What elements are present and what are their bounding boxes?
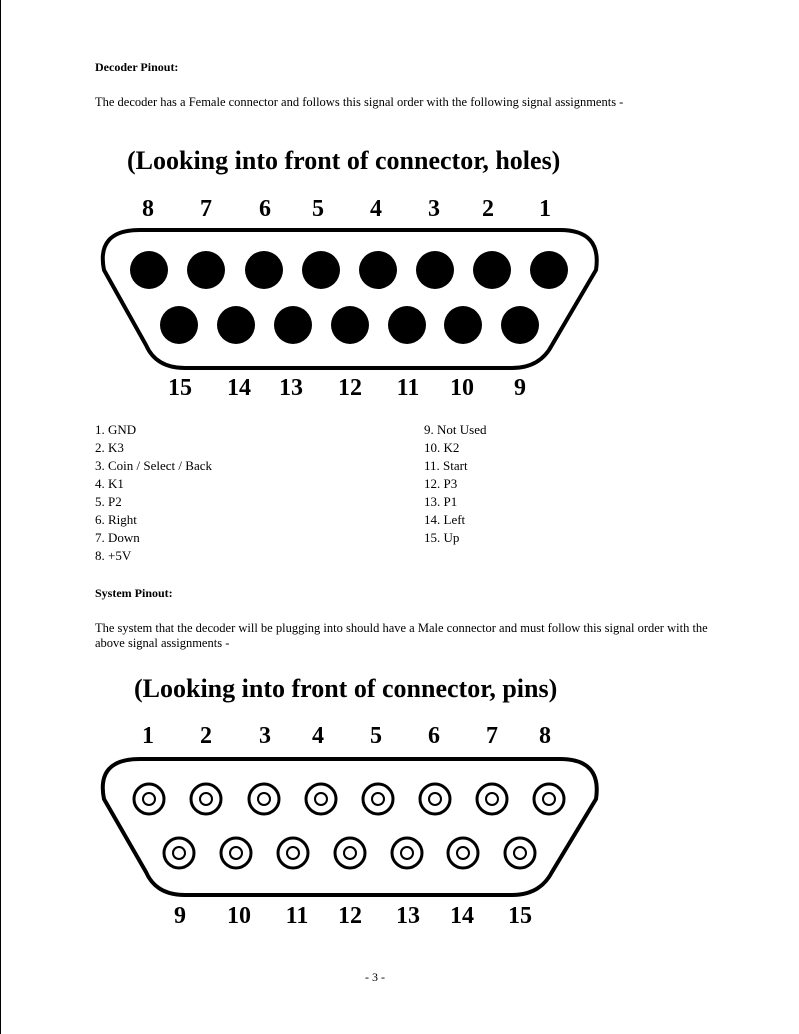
signal-item: 8. +5V: [95, 548, 132, 563]
decoder-pin-label: 5: [312, 196, 324, 222]
system-pin: [477, 784, 507, 814]
system-pin: [335, 838, 365, 868]
decoder-pin-label: 9: [514, 375, 526, 401]
system-pin: [448, 838, 478, 868]
signal-item: 5. P2: [95, 494, 122, 509]
system-heading: System Pinout:: [95, 586, 173, 600]
system-pin-label: 7: [486, 723, 498, 749]
system-pin: [306, 784, 336, 814]
decoder-pin-label: 14: [227, 375, 251, 401]
signal-item: 3. Coin / Select / Back: [95, 458, 212, 473]
system-pin-label: 9: [174, 903, 186, 929]
decoder-pin-label: 2: [482, 196, 494, 222]
system-pin-label: 3: [259, 723, 271, 749]
decoder-pin-label: 13: [279, 375, 303, 401]
decoder-pin-label: 6: [259, 196, 271, 222]
system-pin: [505, 838, 535, 868]
signal-item: 1. GND: [95, 422, 137, 437]
system-pin-label: 11: [285, 903, 309, 929]
decoder-pin-label: 8: [142, 196, 154, 222]
system-pin-label: 1: [142, 723, 154, 749]
system-pin-label: 5: [370, 723, 382, 749]
signal-item: 11. Start: [424, 458, 468, 473]
system-pin: [164, 838, 194, 868]
system-pin: [420, 784, 450, 814]
signal-item: 9. Not Used: [424, 422, 487, 437]
signal-item: 6. Right: [95, 512, 137, 527]
system-description: The system that the decoder will be plugging into should have a Male connector and must follow this signal order with the above signal assignments -: [95, 621, 708, 650]
system-pin-label: 15: [508, 903, 532, 929]
signal-item: 15. Up: [424, 530, 460, 545]
system-pin-label: 6: [428, 723, 440, 749]
signal-item: 14. Left: [424, 512, 466, 527]
signal-item: 10. K2: [424, 440, 460, 455]
decoder-caption: (Looking into front of connector, holes): [127, 146, 561, 175]
system-caption: (Looking into front of connector, pins): [134, 674, 558, 703]
system-pin: [363, 784, 393, 814]
signal-item: 13. P1: [424, 494, 458, 509]
decoder-heading: Decoder Pinout:: [95, 60, 179, 74]
decoder-pin-label: 7: [200, 196, 212, 222]
system-pin: [191, 784, 221, 814]
system-pin-label: 14: [450, 903, 474, 929]
system-pin-label: 13: [396, 903, 420, 929]
system-pin: [221, 838, 251, 868]
system-pin: [278, 838, 308, 868]
system-pin-label: 2: [200, 723, 212, 749]
system-pin: [249, 784, 279, 814]
decoder-pin-label: 11: [396, 375, 420, 401]
decoder-pin-label: 4: [370, 196, 382, 222]
signal-item: 2. K3: [95, 440, 124, 455]
system-pin: [392, 838, 422, 868]
signal-item: 12. P3: [424, 476, 458, 491]
decoder-pin-label: 1: [539, 196, 551, 222]
signal-item: 4. K1: [95, 476, 124, 491]
system-pin-label: 10: [227, 903, 251, 929]
system-connector-shell: [103, 759, 597, 895]
decoder-pin-label: 10: [450, 375, 474, 401]
signal-item: 7. Down: [95, 530, 140, 545]
system-pin-label: 8: [539, 723, 551, 749]
system-pin-label: 4: [312, 723, 324, 749]
decoder-description: The decoder has a Female connector and follows this signal order with the following signal assignments -: [95, 95, 624, 109]
decoder-pin-label: 15: [168, 375, 192, 401]
page-number: - 3 -: [365, 970, 385, 984]
decoder-pin-label: 3: [428, 196, 440, 222]
decoder-pin-label: 12: [338, 375, 362, 401]
system-pin: [134, 784, 164, 814]
system-pin: [534, 784, 564, 814]
system-pin-label: 12: [338, 903, 362, 929]
